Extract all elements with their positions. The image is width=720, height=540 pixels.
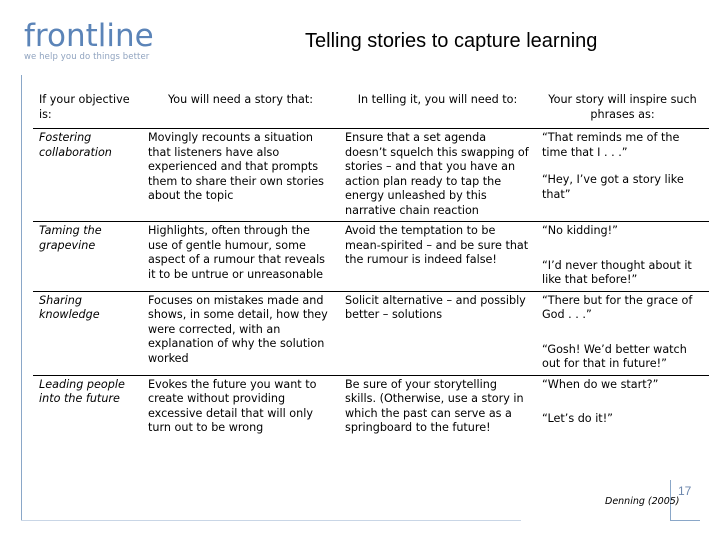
need-cell: Focuses on mistakes made and shows, in some detail, how they were corrected, with an explanation of why the solution worked: [142, 291, 339, 375]
citation: Denning (2005): [605, 496, 680, 507]
phrase-text: “There but for the grace of God . . .”: [542, 293, 693, 321]
need-cell: Movingly recounts a situation that listeners have also experienced and that prompts them to share their own stories about the topic: [142, 129, 339, 222]
logo-tagline: we help you do things better: [24, 52, 150, 62]
header-objective: If your objective is:: [33, 85, 142, 129]
header-phrases: Your story will inspire such phrases as:: [536, 85, 709, 129]
phrase-text: “No kidding!”: [542, 224, 618, 237]
table-row: [33, 291, 709, 375]
table-row: [33, 222, 709, 292]
objective-cell: Fostering collaboration: [33, 129, 142, 222]
bottom-divider: [21, 520, 521, 521]
phrase-text: “Gosh! We’d better watch out for that in future!”: [542, 342, 687, 370]
phrase-text: “Let’s do it!”: [542, 412, 613, 425]
objective-cell: Sharing knowledge: [33, 291, 142, 375]
logo-wordmark: frontline: [24, 18, 154, 54]
table-header-row: [33, 85, 709, 129]
phrases-cell: [536, 291, 709, 375]
phrase-text: “When do we start?”: [542, 377, 659, 391]
header-telling: In telling it, you will need to:: [339, 85, 536, 129]
phrase-text: “I’d never thought about it like that before!”: [542, 258, 692, 286]
table-row: [33, 129, 709, 222]
telling-cell: Solicit alternative – and possibly better – solutions: [339, 291, 536, 375]
need-cell: Highlights, often through the use of gentle humour, some aspect of a rumour that reveals it to be untrue or unreasonable: [142, 222, 339, 292]
phrases-cell: [536, 129, 709, 222]
left-divider: [21, 75, 22, 521]
objective-cell: Leading people into the future: [39, 377, 125, 405]
phrases-cell: [536, 222, 709, 292]
phrase-text: “Hey, I’ve got a story like that”: [542, 173, 684, 201]
phrases-cell: [536, 375, 709, 439]
corner-divider-horizontal: [670, 520, 700, 521]
frontline-logo: [24, 20, 154, 63]
phrase-text: “That reminds me of the time that I . . .”: [542, 131, 680, 159]
slide-title: Telling stories to capture learning: [305, 30, 598, 52]
telling-cell: Be sure of your storytelling skills. (Otherwise, use a story in which the past can serve as a springboard to the future!: [345, 377, 524, 434]
page-number: 17: [678, 484, 692, 498]
table-row: [33, 375, 709, 439]
objective-cell: Taming the grapevine: [33, 222, 142, 292]
storytelling-table: [33, 85, 709, 439]
need-cell: Evokes the future you want to create without providing excessive detail that will only turn out to be wrong: [148, 377, 317, 434]
header-need: You will need a story that:: [142, 85, 339, 129]
telling-cell: Avoid the temptation to be mean-spirited – and be sure that the rumour is indeed false!: [339, 222, 536, 292]
telling-cell: Ensure that a set agenda doesn’t squelch this swapping of stories – and that you have an action plan ready to tap the energy unleashed by this narrative chain reaction: [339, 129, 536, 222]
